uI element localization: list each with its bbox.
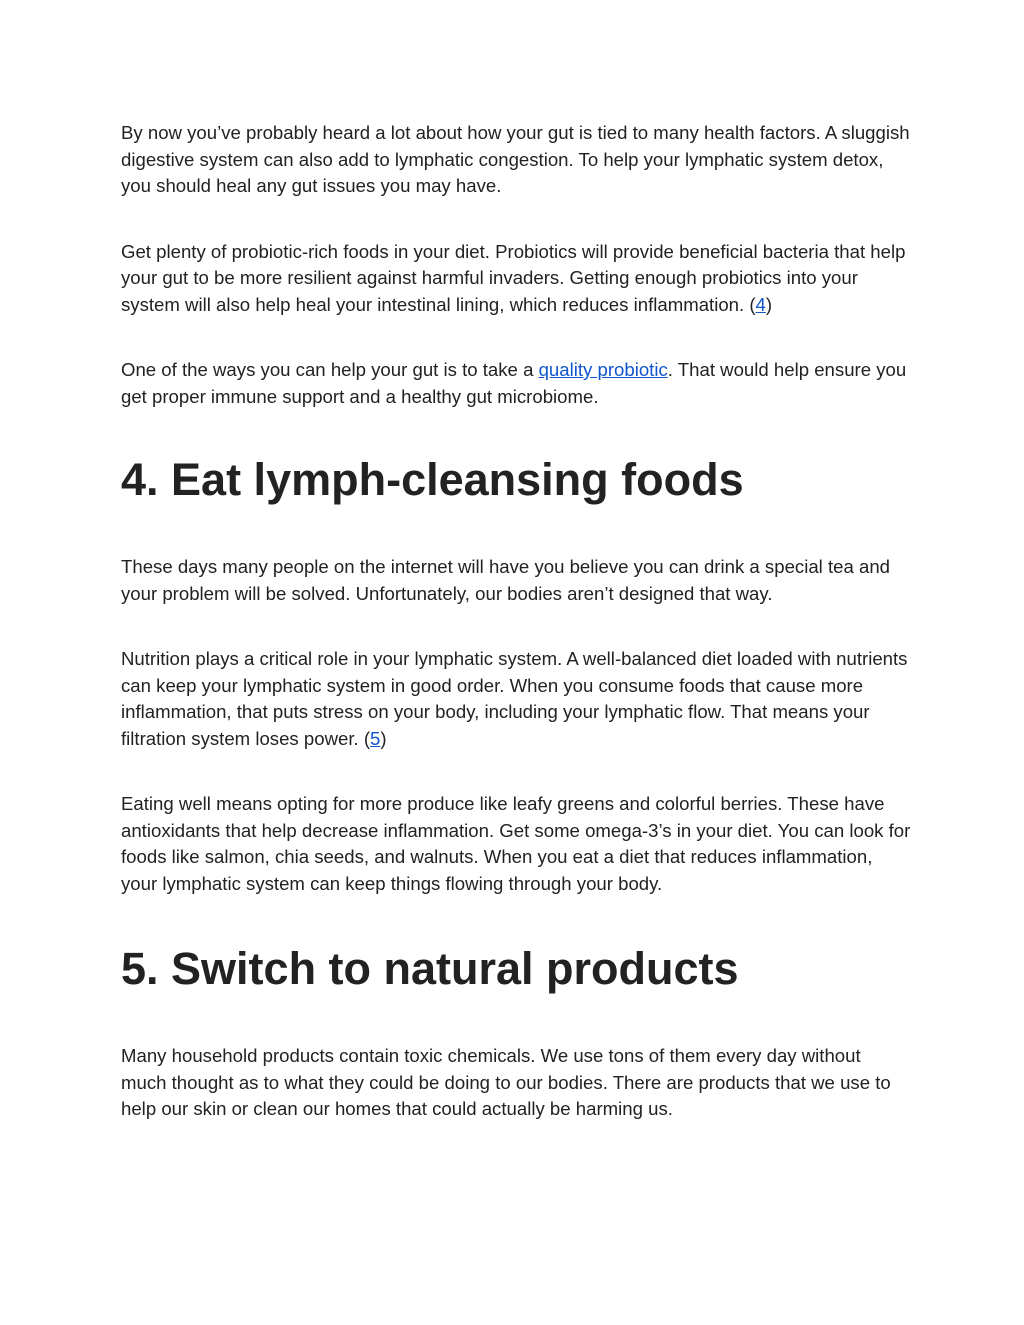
paragraph-probiotic-foods	[121, 239, 911, 319]
paragraph-nutrition	[121, 646, 911, 752]
paragraph-eating-well: Eating well means opting for more produce like leafy greens and colorful berries. These have antioxidants that help decrease inflammation. Get some omega-3’s in your diet. You can look for foods like salmon, chia seeds, and walnuts. When you eat a diet that reduces inflammation, your lymphatic system can keep things flowing through your body.	[121, 793, 911, 894]
paragraph-nutrition-text: Nutrition plays a critical role in your lymphatic system. A well-balanced diet loaded with nutrients can keep your lymphatic system in good order. When you consume foods that cause more inflammation, that puts stress on your body, including your lymphatic flow. That means your filtration system loses power. (	[121, 648, 908, 749]
paragraph-special-tea: These days many people on the internet will have you believe you can drink a special tea and your problem will be solved. Unfortunately, our bodies aren’t designed that way.	[121, 556, 891, 604]
document-page	[121, 120, 911, 1123]
paragraph-probiotic-foods-text: Get plenty of probiotic-rich foods in your diet. Probiotics will provide beneficial bacteria that help your gut to be more resilient against harmful invaders. Getting enough probiotics into your system will also help heal your intestinal lining, which reduces inflammation. (	[121, 240, 906, 315]
paragraph-gut-health: By now you’ve probably heard a lot about how your gut is tied to many health factors. A sluggish digestive system can also add to lymphatic congestion. To help your lymphatic system detox, you should heal any gut issues you may have.	[121, 122, 910, 196]
paragraph-probiotic-foods-end: )	[765, 293, 773, 315]
heading-eat-lymph-cleansing-foods: 4. Eat lymph-cleansing foods	[121, 454, 744, 505]
paragraph-quality-probiotic	[121, 357, 911, 410]
paragraph-household-products: Many household products contain toxic chemicals. We use tons of them every day without much thought as to what they could be doing to our bodies. There are products that we use to help our skin or clean our homes that could actually be harming us.	[121, 1045, 891, 1119]
reference-link-4[interactable]: 4	[755, 293, 766, 315]
paragraph-quality-probiotic-before: One of the ways you can help your gut is to take a	[121, 359, 539, 380]
paragraph-quality-probiotic-after: . That would help ensure you get proper immune support and a healthy gut microbiome.	[121, 359, 907, 407]
quality-probiotic-link[interactable]: quality probiotic	[538, 359, 668, 380]
heading-switch-to-natural-products: 5. Switch to natural products	[121, 943, 739, 994]
paragraph-nutrition-end: )	[380, 727, 387, 749]
reference-link-5[interactable]: 5	[370, 727, 381, 749]
